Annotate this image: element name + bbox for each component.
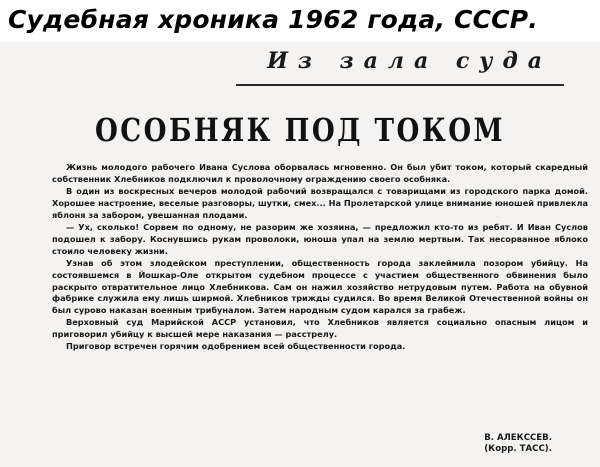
- article-paragraph: В один из воскресных вечеров молодой рабочий возвращался с товарищами из городского парка домой. Хорошее настроение, веселые разговоры, шутки, смех... На Пролетарской улице внимание юношей привлекла яблоня за забором, увешанная плодами.: [52, 185, 588, 220]
- author-name: В. АЛЕКССЕВ.: [484, 433, 552, 443]
- article-body: [52, 162, 588, 353]
- image-caption: Судебная хроника 1962 года, СССР.: [8, 5, 538, 34]
- article-paragraph: Жизнь молодого рабочего Ивана Суслова оборвалась мгновенно. Он был убит током, который скаредный собственник Хлебников подключил к проволочному ограждению своего особняка.: [52, 162, 588, 184]
- article-paragraph: Узнав об этом злодейском преступлении, общественность города заклеймила позором убийцу. На состоявшемся в Йошкар-Оле открытом судебном процессе с участием общественного обвинения было раскрыто отвратительное лицо Хлебникова. Сам он нажил хозяйство нетрудовым путем. Работа на обувной фабрике служила ему лишь ширмой. Хлебников трижды судился. Во время Великой Отечественной войны он был сурово наказан военным трибуналом. Затем народным судом карался за грабеж.: [52, 257, 588, 316]
- section-rubric: Из зала суда: [267, 48, 552, 74]
- article-headline: ОСОБНЯК ПОД ТОКОМ: [94, 111, 506, 149]
- article-signature: [484, 433, 552, 455]
- author-role: (Корр. ТАСС).: [484, 444, 552, 454]
- article-paragraph: Приговор встречен горячим одобрением всей общественности города.: [66, 341, 406, 352]
- article-paragraph: — Ух, сколько! Сорвем по одному, не разорим же хозяина, — предложил кто-то из ребят. И Иван Суслов подошел к забору. Коснувшись рукам проволоки, юноша упал на землю мертвым. Так несорванное яблоко стоило человеку жизни.: [52, 221, 588, 256]
- article-paragraph: Верховный суд Марийской АССР установил, что Хлебников является социально опасным лицом и приговорил убийцу к высшей мере наказания — расстрелу.: [52, 317, 588, 340]
- rubric-underline: [236, 84, 564, 86]
